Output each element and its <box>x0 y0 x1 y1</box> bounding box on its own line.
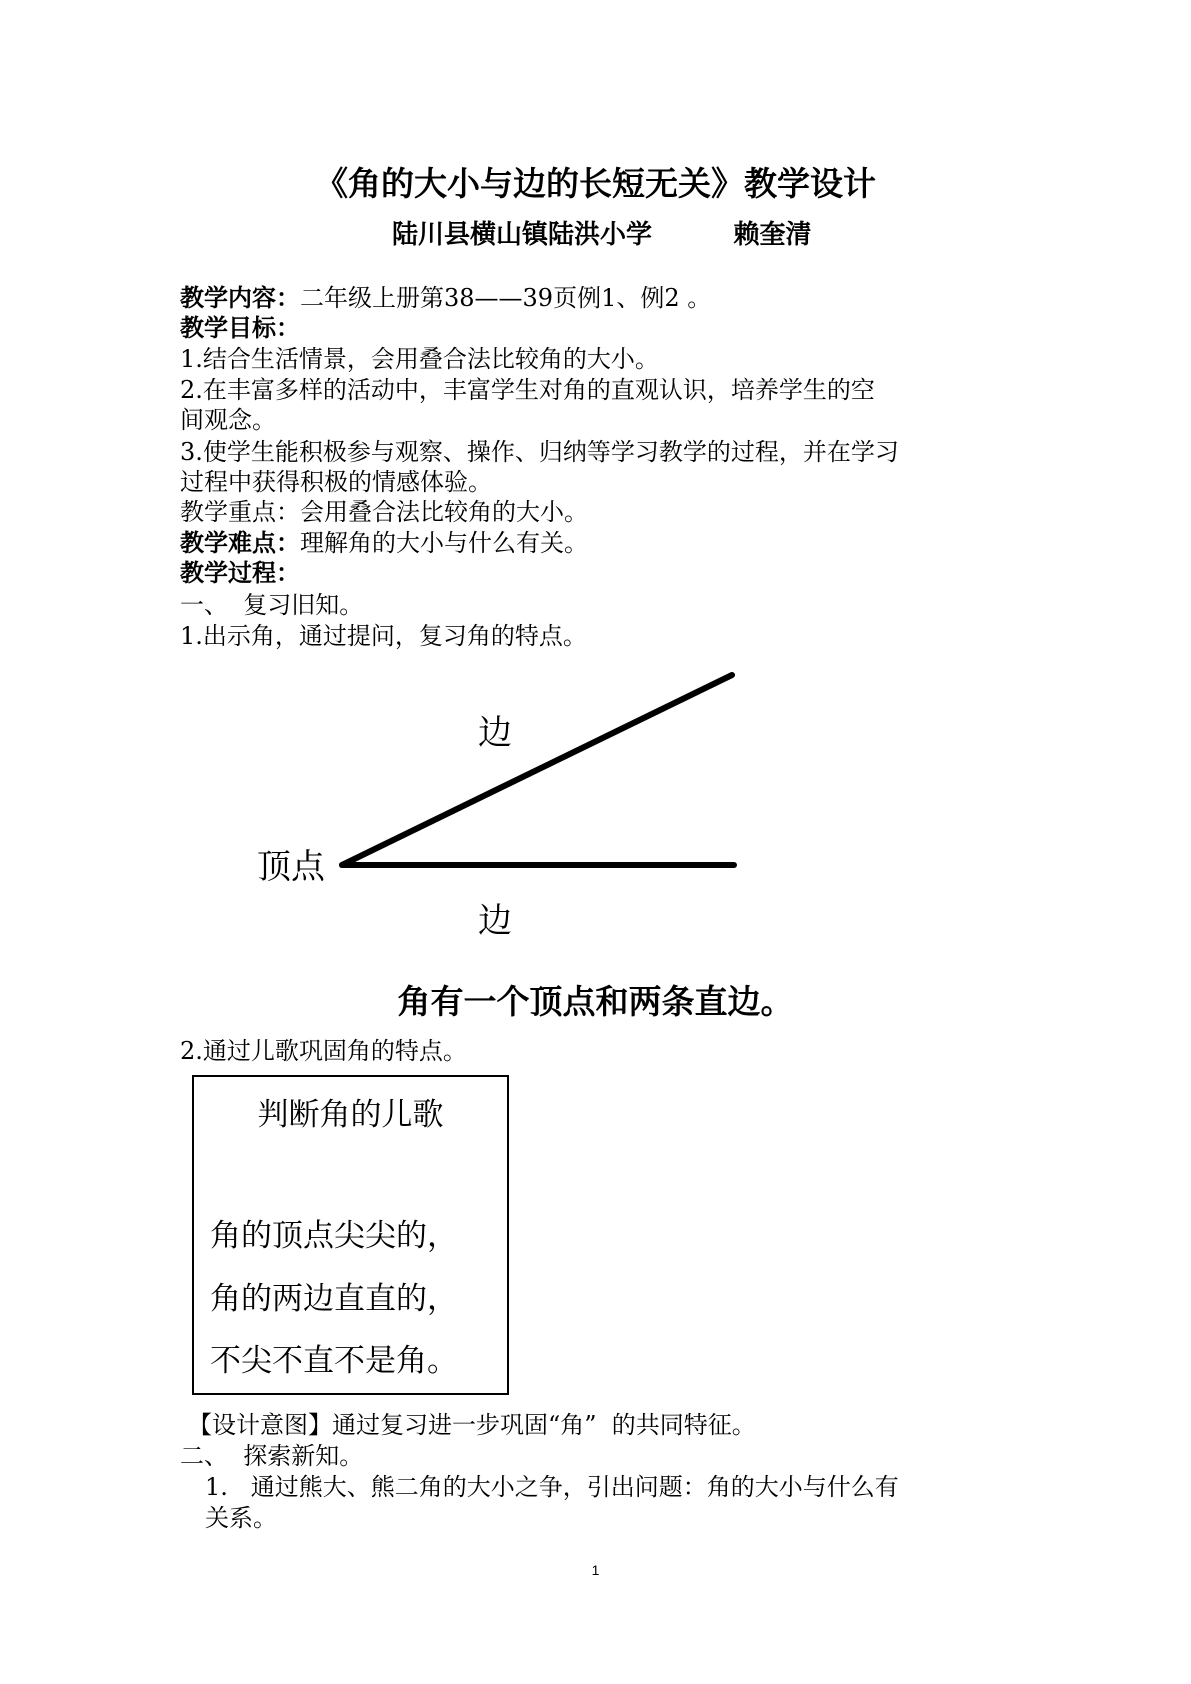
step-2: 2.通过儿歌巩固角的特点。 <box>180 1037 467 1065</box>
angle-diagram <box>240 665 760 950</box>
goal-2-line-1: 2.在丰富多样的活动中，丰富学生对角的直观认识，培养学生的空 <box>180 376 875 404</box>
difficulty <box>180 528 588 558</box>
side-label-bottom: 边 <box>478 901 512 941</box>
goal-3-line-2: 过程中获得积极的情感体验。 <box>180 468 492 496</box>
author-line: 陆川县横山镇陆洪小学 赖奎清 <box>392 220 812 250</box>
angle-side-upper <box>342 675 732 865</box>
step-new-1-line-1: 1. 通过熊大、熊二角的大小之争，引出问题：角的大小与什么有 <box>205 1473 899 1501</box>
rhyme-line-1: 角的顶点尖尖的， <box>210 1218 458 1254</box>
page-number: 1 <box>591 1562 600 1578</box>
teaching-content-label: 教学内容： <box>180 284 300 312</box>
key-point: 教学重点：会用叠合法比较角的大小。 <box>180 498 588 526</box>
rhyme-box <box>192 1075 509 1395</box>
step-new-1-line-2: 关系。 <box>205 1504 277 1532</box>
angle-statement: 角有一个顶点和两条直边。 <box>397 982 794 1021</box>
teaching-process-heading: 教学过程： <box>180 559 300 587</box>
goal-3-line-1: 3.使学生能积极参与观察、操作、归纳等学习教学的过程，并在学习 <box>180 438 899 466</box>
rhyme-line-2: 角的两边直直的， <box>210 1281 458 1317</box>
side-label-top: 边 <box>478 713 512 753</box>
teaching-content-text: 二年级上册第38——39页例1、例2 。 <box>300 284 712 312</box>
design-intent: 【设计意图】通过复习进一步巩固“角” 的共同特征。 <box>188 1411 756 1439</box>
teaching-content <box>180 283 711 313</box>
goal-2-line-2: 间观念。 <box>180 406 276 434</box>
teaching-goals-heading: 教学目标： <box>180 314 300 342</box>
section-1-heading: 一、 复习旧知。 <box>180 591 364 619</box>
rhyme-line-3: 不尖不直不是角。 <box>210 1343 458 1379</box>
vertex-label: 顶点 <box>257 847 325 887</box>
step-1: 1.出示角，通过提问，复习角的特点。 <box>180 622 587 650</box>
section-2-heading: 二、 探索新知。 <box>180 1442 364 1470</box>
difficulty-text: 理解角的大小与什么有关。 <box>300 529 588 557</box>
difficulty-label: 教学难点： <box>180 529 300 557</box>
document-title: 《角的大小与边的长短无关》教学设计 <box>315 164 876 203</box>
goal-1: 1.结合生活情景，会用叠合法比较角的大小。 <box>180 345 659 373</box>
rhyme-title: 判断角的儿歌 <box>257 1097 444 1133</box>
